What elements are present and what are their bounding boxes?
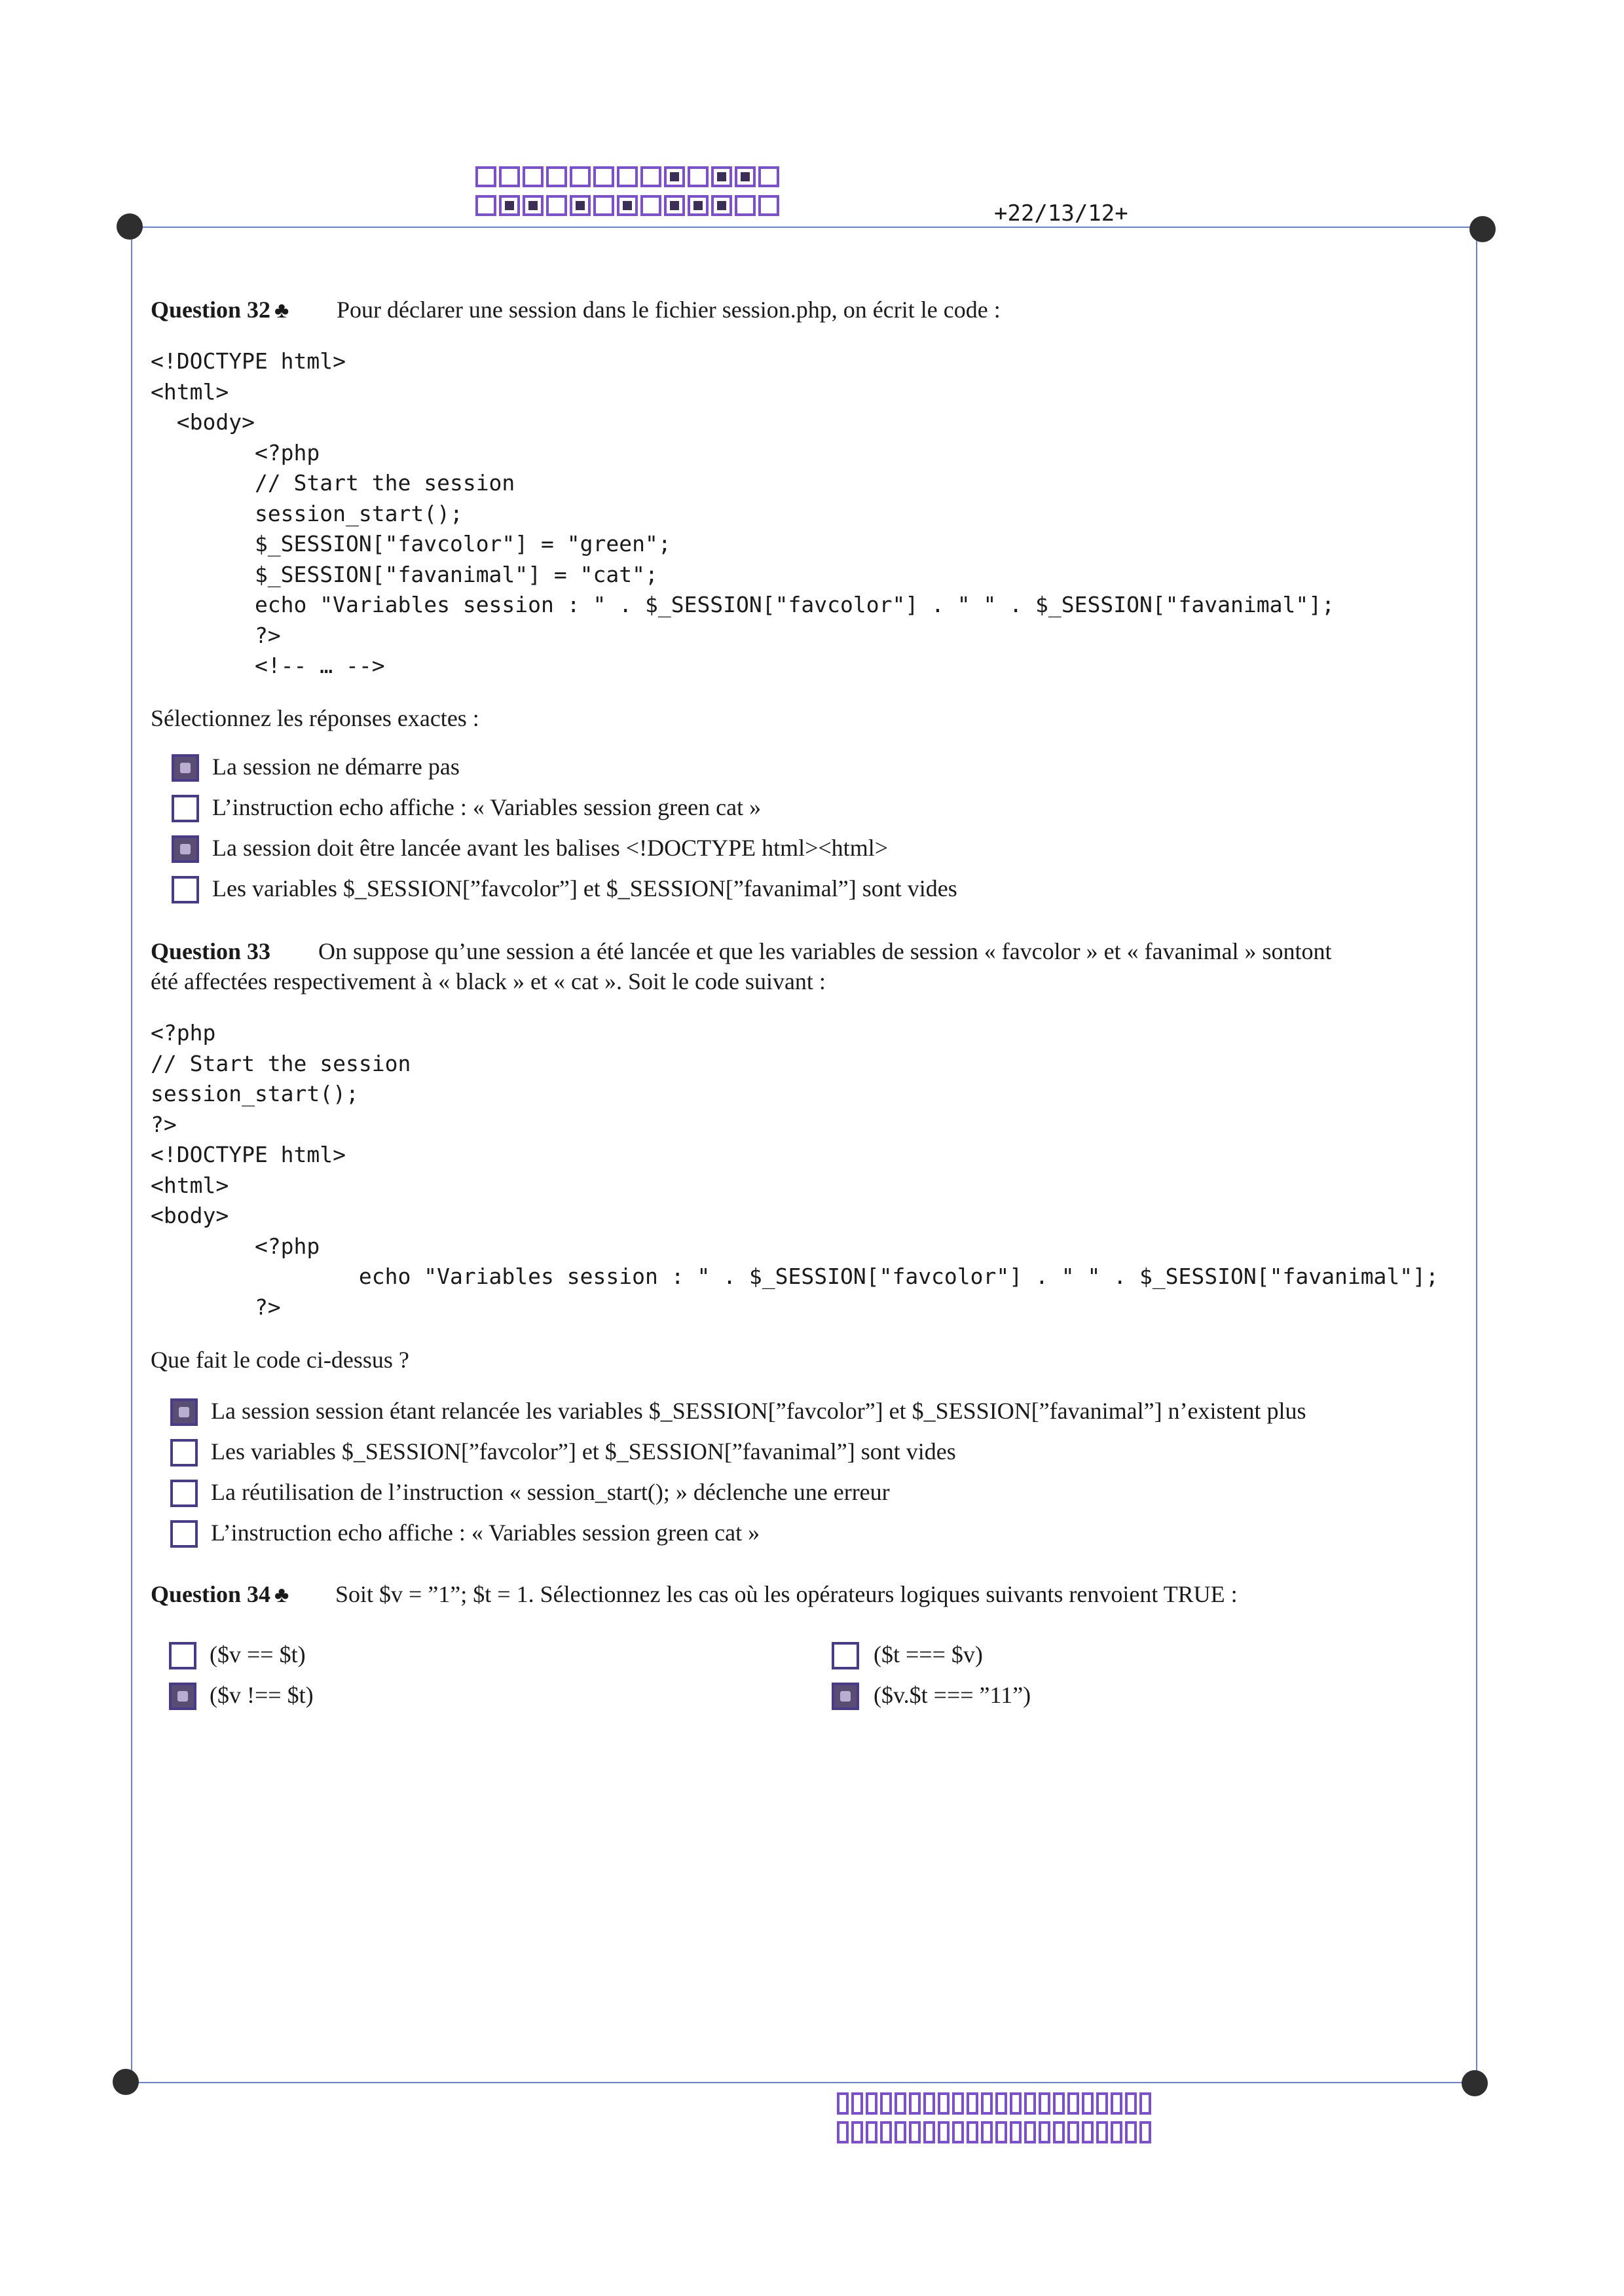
code-bar-cell [570, 166, 591, 187]
code-bar-cell [895, 2121, 906, 2143]
code-bar-cell [546, 195, 567, 216]
question-33-heading [151, 938, 270, 965]
answer-label: Les variables $_SESSION[”favcolor”] et $_SESSION[”favanimal”] sont vides [212, 875, 957, 902]
answer-checkbox[interactable] [170, 1480, 198, 1507]
answer-checkbox[interactable] [170, 1439, 198, 1467]
frame-left-line [131, 227, 132, 2083]
code-bar-cell [995, 2092, 1007, 2115]
code-bar-cell [1067, 2092, 1079, 2115]
code-bar-cell [1139, 2121, 1151, 2143]
code-bar-cell [640, 195, 661, 216]
code-bar-cell [1082, 2092, 1094, 2115]
code-bar-cell [735, 166, 756, 187]
question-33-prompt-line-1: On suppose qu’une session a été lancée et que les variables de session « favcolor » et « favanimal » sontont [318, 938, 1332, 964]
answer-checkbox[interactable] [170, 1398, 198, 1426]
code-line: // Start the session [151, 470, 515, 496]
code-bar-cell [735, 195, 756, 216]
code-bar-cell [895, 2092, 906, 2115]
question-34-label: Question 34 [151, 1581, 271, 1607]
answer-label: La session session étant relancée les variables $_SESSION[”favcolor”] et $_SESSION[”favanimal”] n’existent plus [211, 1398, 1306, 1424]
code-bar-cell [523, 195, 544, 216]
code-bar-cell [938, 2121, 950, 2143]
page-code-bar-bottom-1 [837, 2092, 1154, 2115]
code-bar-cell [866, 2121, 877, 2143]
code-bar-cell [758, 166, 779, 187]
club-icon: ♣ [274, 299, 289, 323]
code-bar-cell [1010, 2121, 1022, 2143]
code-line: ?> [151, 1111, 177, 1137]
code-bar-cell [1053, 2092, 1065, 2115]
code-bar-cell [837, 2121, 849, 2143]
code-line: <?php [151, 1233, 320, 1259]
code-bar-cell [1139, 2092, 1151, 2115]
frame-top-line [131, 227, 1481, 228]
code-bar-cell [880, 2092, 892, 2115]
corner-mark-top-right [1469, 216, 1496, 242]
code-bar-cell [1111, 2092, 1122, 2115]
code-bar-cell [1125, 2121, 1137, 2143]
answer-checkbox[interactable] [169, 1683, 196, 1710]
code-line: session_start(); [151, 1081, 359, 1106]
corner-mark-bottom-left [113, 2069, 139, 2095]
answer-checkbox[interactable] [172, 835, 199, 863]
code-line: <?php [151, 1020, 216, 1046]
code-bar-cell [938, 2092, 950, 2115]
page-code-bar-top-1 [475, 166, 782, 187]
code-bar-cell [664, 166, 685, 187]
page-code-bar-top-2 [475, 195, 782, 216]
question-33-prompt-line-2: été affectées respectivement à « black » et « cat ». Soit le code suivant : [151, 968, 826, 994]
code-bar-cell [851, 2092, 863, 2115]
code-bar-cell [758, 195, 779, 216]
code-bar-cell [523, 166, 544, 187]
question-32-heading [151, 296, 289, 323]
code-bar-cell [995, 2121, 1007, 2143]
code-bar-cell [475, 195, 496, 216]
club-icon: ♣ [274, 1583, 289, 1607]
code-bar-cell [640, 166, 661, 187]
code-bar-cell [499, 166, 520, 187]
code-bar-cell [967, 2121, 978, 2143]
answer-label: L’instruction echo affiche : « Variables session green cat » [211, 1520, 760, 1546]
code-bar-cell [617, 166, 638, 187]
code-bar-cell [1111, 2121, 1122, 2143]
code-bar-cell [1067, 2121, 1079, 2143]
answer-checkbox[interactable] [172, 754, 199, 782]
code-bar-cell [866, 2092, 877, 2115]
question-34-prompt: Soit $v = ”1”; $t = 1. Sélectionnez les cas où les opérateurs logiques suivants renvoient TRUE : [335, 1581, 1238, 1607]
question-34-heading [151, 1580, 289, 1608]
code-line: // Start the session [151, 1050, 411, 1076]
answer-checkbox[interactable] [172, 795, 199, 822]
code-bar-cell [837, 2092, 849, 2115]
code-bar-cell [981, 2121, 993, 2143]
answer-label: ($v.$t === ”11”) [874, 1682, 1031, 1708]
code-line: ?> [151, 1294, 281, 1320]
code-bar-cell [909, 2092, 921, 2115]
corner-mark-top-left [117, 213, 143, 240]
code-line: session_start(); [151, 500, 463, 526]
code-bar-cell [546, 166, 567, 187]
frame-right-line [1476, 227, 1477, 2083]
frame-bottom-line [126, 2082, 1476, 2083]
code-bar-cell [475, 166, 496, 187]
code-line: <?php [151, 439, 320, 465]
code-bar-cell [851, 2121, 863, 2143]
answer-label: La réutilisation de l’instruction « session_start(); » déclenche une erreur [211, 1479, 890, 1505]
code-bar-cell [617, 195, 638, 216]
question-33-instruction: Que fait le code ci-dessus ? [151, 1347, 409, 1373]
code-bar-cell [1024, 2121, 1036, 2143]
code-bar-cell [1125, 2092, 1137, 2115]
answer-checkbox[interactable] [832, 1683, 859, 1710]
code-bar-cell [688, 166, 709, 187]
answer-label: ($v == $t) [210, 1641, 306, 1667]
question-32-instruction: Sélectionnez les réponses exactes : [151, 705, 479, 731]
code-bar-cell [1096, 2121, 1108, 2143]
code-bar-cell [711, 166, 732, 187]
code-bar-cell [981, 2092, 993, 2115]
code-bar-cell [1039, 2121, 1050, 2143]
page-id: +22/13/12+ [994, 200, 1128, 227]
code-line: $_SESSION["favanimal"] = "cat"; [151, 561, 658, 587]
code-bar-cell [1010, 2092, 1022, 2115]
answer-label: ($t === $v) [874, 1641, 983, 1667]
answer-checkbox[interactable] [169, 1642, 196, 1669]
answer-label: La session doit être lancée avant les balises <!DOCTYPE html><html> [212, 835, 888, 861]
code-line: <body> [151, 409, 255, 435]
code-line: <!DOCTYPE html> [151, 1142, 346, 1167]
code-bar-cell [1053, 2121, 1065, 2143]
code-bar-cell [1039, 2092, 1050, 2115]
code-line: ?> [151, 622, 281, 648]
code-bar-cell [593, 166, 614, 187]
code-bar-cell [1096, 2092, 1108, 2115]
code-bar-cell [909, 2121, 921, 2143]
code-bar-cell [1082, 2121, 1094, 2143]
code-bar-cell [711, 195, 732, 216]
code-line: <html> [151, 378, 229, 405]
code-bar-cell [923, 2121, 935, 2143]
code-bar-cell [570, 195, 591, 216]
code-bar-cell [1024, 2092, 1036, 2115]
answer-checkbox[interactable] [170, 1520, 198, 1548]
answer-label: ($v !== $t) [210, 1682, 314, 1708]
question-32-prompt: Pour déclarer une session dans le fichier session.php, on écrit le code : [337, 297, 1001, 323]
answer-checkbox[interactable] [172, 876, 199, 903]
code-bar-cell [593, 195, 614, 216]
code-line: $_SESSION["favcolor"] = "green"; [151, 531, 671, 556]
code-line: <body> [151, 1203, 229, 1228]
question-32-label: Question 32 [151, 297, 271, 323]
code-bar-cell [967, 2092, 978, 2115]
corner-mark-bottom-right [1462, 2070, 1488, 2096]
code-line: echo "Variables session : " . $_SESSION["favcolor"] . " " . $_SESSION["favanimal"]; [151, 1264, 1439, 1289]
code-bar-cell [688, 195, 709, 216]
code-bar-cell [952, 2121, 964, 2143]
code-line: <html> [151, 1172, 229, 1198]
code-line: <!DOCTYPE html> [151, 348, 346, 374]
answer-label: L’instruction echo affiche : « Variables session green cat » [212, 794, 762, 820]
code-bar-cell [923, 2092, 935, 2115]
code-bar-cell [664, 195, 685, 216]
code-line: echo "Variables session : " . $_SESSION["favcolor"] . " " . $_SESSION["favanimal"]; [151, 592, 1335, 617]
page-code-bar-bottom-2 [837, 2121, 1154, 2143]
code-bar-cell [880, 2121, 892, 2143]
answer-label: Les variables $_SESSION[”favcolor”] et $_SESSION[”favanimal”] sont vides [211, 1438, 956, 1465]
question-33-label: Question 33 [151, 938, 271, 964]
code-bar-cell [499, 195, 520, 216]
code-line: <!-- … --> [151, 653, 385, 678]
answer-label: La session ne démarre pas [212, 754, 460, 780]
code-bar-cell [952, 2092, 964, 2115]
answer-checkbox[interactable] [832, 1642, 859, 1669]
